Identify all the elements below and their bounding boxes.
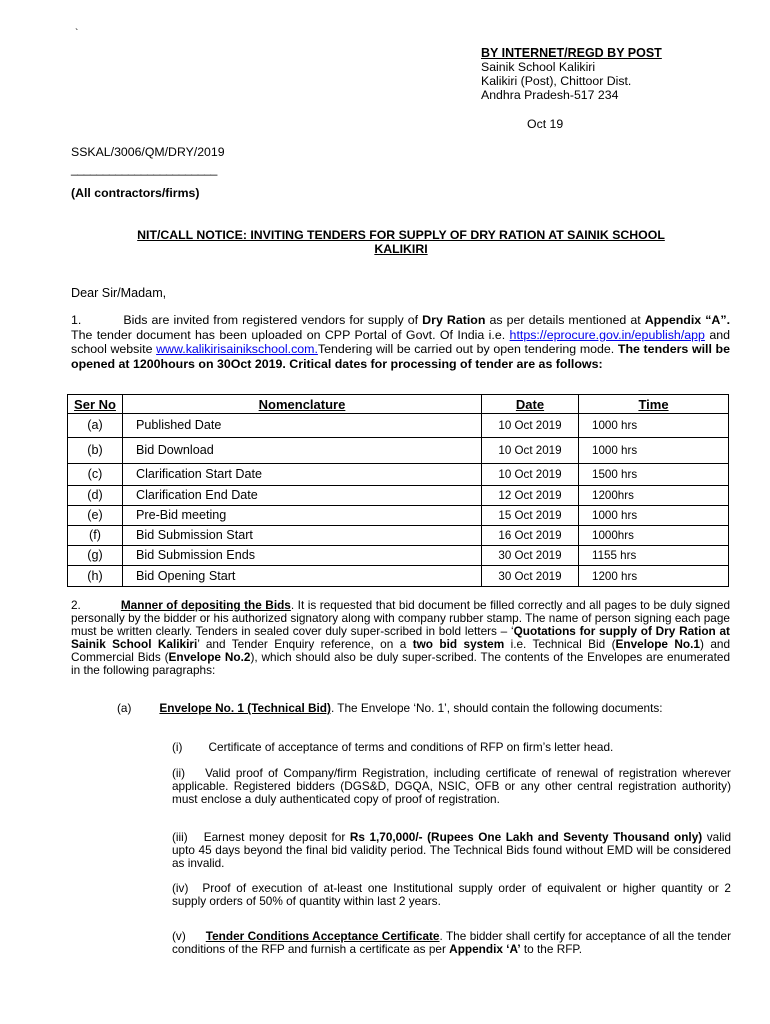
table-row bbox=[68, 546, 729, 566]
header-ser-no: Ser No bbox=[68, 395, 123, 414]
para1-number: 1. bbox=[71, 313, 82, 327]
item-iv bbox=[172, 882, 731, 908]
time: 1000 hrs bbox=[579, 438, 729, 464]
stray-mark: ` bbox=[75, 28, 79, 39]
para2-heading: Manner of depositing the Bids bbox=[120, 598, 291, 612]
item-i-label: (i) bbox=[172, 740, 183, 754]
item-iii-text-2: valid upto 45 days beyond the final bid validity period. The Technical Bids found without EMD will be considered as invalid. bbox=[172, 830, 731, 870]
date: 30 Oct 2019 bbox=[482, 566, 579, 587]
eprocure-link[interactable]: https://eprocure.gov.in/epublish/app bbox=[509, 327, 705, 342]
addressee: (All contractors/firms) bbox=[71, 186, 200, 200]
ser-no: (f) bbox=[68, 526, 123, 546]
ser-no: (a) bbox=[68, 414, 123, 438]
nomenclature: Clarification End Date bbox=[123, 486, 482, 506]
para1-text-2: as per details mentioned at bbox=[485, 313, 645, 327]
item-iii-label: (iii) bbox=[172, 830, 188, 844]
time: 1000hrs bbox=[579, 526, 729, 546]
header-time: Time bbox=[579, 395, 729, 414]
date: 12 Oct 2019 bbox=[482, 486, 579, 506]
para2-quotation-title: Quotations for supply of Dry Ration at Sainik School Kalikiri bbox=[71, 624, 730, 651]
address-line-1: Sainik School Kalikiri bbox=[481, 60, 596, 74]
nomenclature: Bid Submission Ends bbox=[123, 546, 482, 566]
table-row bbox=[68, 566, 729, 587]
item-iii-emd-amount: Rs 1,70,000/- (Rupees One Lakh and Seventy Thousand only) bbox=[349, 830, 703, 844]
para1-dry-ration: Dry Ration bbox=[422, 313, 486, 327]
subject-line-2: KALIKIRI bbox=[374, 242, 428, 256]
dispatch-mode: BY INTERNET/REGD BY POST bbox=[481, 46, 662, 60]
para1-text-1: Bids are invited from registered vendors for supply of bbox=[123, 313, 423, 327]
subject-line-1: NIT/CALL NOTICE: INVITING TENDERS FOR SUPPLY OF DRY RATION AT SAINIK SCHOOL bbox=[137, 228, 665, 242]
para2-text-1: . It is requested that bid document be filled correctly and all pages to be duly signed personally by the bidder or his authorized signatory along with company rubber stamp. The name of person signing each page must be written clearly. Tenders in sealed cover duly super-scribed in bold letters – ‘ bbox=[71, 598, 731, 638]
item-iii-text-1: Earnest money deposit for bbox=[203, 830, 350, 844]
para2-envelope-1: Envelope No.1 bbox=[615, 637, 700, 651]
item-v bbox=[172, 930, 731, 956]
nomenclature: Bid Opening Start bbox=[123, 566, 482, 587]
ser-no: (e) bbox=[68, 506, 123, 526]
item-v-text-2: to the RFP. bbox=[520, 942, 583, 956]
school-website-link[interactable]: www.kalikirisainikschool.com. bbox=[156, 342, 318, 357]
letter-date: Oct 19 bbox=[527, 117, 564, 131]
item-ii-label: (ii) bbox=[172, 766, 186, 780]
para2-text-4: ) and Commercial Bids ( bbox=[71, 637, 731, 664]
para1-appendix: Appendix “A”. bbox=[644, 313, 731, 327]
time: 1000 hrs bbox=[579, 506, 729, 526]
para1-text-3: The tender document has been uploaded on CPP Portal of Govt. Of India i.e. bbox=[71, 327, 510, 342]
date: 15 Oct 2019 bbox=[482, 506, 579, 526]
ser-no: (c) bbox=[68, 464, 123, 486]
item-v-label: (v) bbox=[172, 929, 186, 943]
time: 1000 hrs bbox=[579, 414, 729, 438]
para2a-heading: Envelope No. 1 (Technical Bid) bbox=[159, 701, 331, 715]
header-nomenclature: Nomenclature bbox=[123, 395, 482, 414]
date: 10 Oct 2019 bbox=[482, 414, 579, 438]
ser-no: (g) bbox=[68, 546, 123, 566]
critical-dates-table bbox=[67, 394, 729, 587]
item-iv-label: (iv) bbox=[172, 881, 189, 895]
item-ii-text: Valid proof of Company/firm Registration, including certificate of renewal of registration wherever applicable. Registered bidders (DGS&D, DGQA, NSIC, OFB or any other central registration authority) must enclose a duly authenticated copy of proof of registration. bbox=[172, 766, 731, 806]
table-row bbox=[68, 486, 729, 506]
para2-two-bid-system: two bid system bbox=[412, 637, 505, 651]
paragraph-2a bbox=[117, 702, 730, 715]
item-ii bbox=[172, 767, 731, 806]
nomenclature: Published Date bbox=[123, 414, 482, 438]
date: 16 Oct 2019 bbox=[482, 526, 579, 546]
para2-envelope-2: Envelope No.2 bbox=[168, 650, 251, 664]
para2-text-3: i.e. Technical Bid ( bbox=[504, 637, 616, 651]
reference-rule: _______________________ bbox=[71, 162, 217, 176]
time: 1155 hrs bbox=[579, 546, 729, 566]
item-v-appendix: Appendix ‘A’ bbox=[449, 942, 521, 956]
date: 10 Oct 2019 bbox=[482, 438, 579, 464]
salutation: Dear Sir/Madam, bbox=[71, 286, 167, 300]
file-reference: SSKAL/3006/QM/DRY/2019 bbox=[71, 145, 225, 159]
table-row bbox=[68, 438, 729, 464]
nomenclature: Clarification Start Date bbox=[123, 464, 482, 486]
date: 30 Oct 2019 bbox=[482, 546, 579, 566]
date: 10 Oct 2019 bbox=[482, 464, 579, 486]
paragraph-1 bbox=[71, 313, 730, 371]
nomenclature: Bid Download bbox=[123, 438, 482, 464]
time: 1200 hrs bbox=[579, 566, 729, 587]
time: 1200hrs bbox=[579, 486, 729, 506]
ser-no: (d) bbox=[68, 486, 123, 506]
sender-address-block bbox=[481, 46, 741, 102]
table-row bbox=[68, 506, 729, 526]
item-v-heading: Tender Conditions Acceptance Certificate bbox=[205, 929, 440, 943]
item-i-text: Certificate of acceptance of terms and conditions of RFP on firm’s letter head. bbox=[208, 740, 614, 754]
ser-no: (h) bbox=[68, 566, 123, 587]
item-v-text-1: . The bidder shall certify for acceptance of all the tender conditions of the RFP and furnish a certificate as per bbox=[172, 929, 731, 956]
table-row bbox=[68, 526, 729, 546]
para2-text-5: ), which should also be duly super-scribed. The contents of the Envelopes are enumerated in the following paragraphs: bbox=[71, 650, 731, 677]
table-row bbox=[68, 414, 729, 438]
nomenclature: Bid Submission Start bbox=[123, 526, 482, 546]
header-date: Date bbox=[482, 395, 579, 414]
item-iv-text: Proof of execution of at-least one Institutional supply order of equivalent or higher quantity or 2 supply orders of 50% of quantity within last 2 years. bbox=[172, 881, 731, 908]
item-iii bbox=[172, 831, 731, 870]
table-row bbox=[68, 464, 729, 486]
address-line-3: Andhra Pradesh-517 234 bbox=[481, 88, 619, 102]
table-header-row bbox=[68, 395, 729, 414]
address-line-2: Kalikiri (Post), Chittoor Dist. bbox=[481, 74, 632, 88]
para2a-text: . The Envelope ‘No. 1’, should contain the following documents: bbox=[330, 701, 663, 715]
para1-text-4: and school website bbox=[71, 327, 731, 357]
para2-number: 2. bbox=[71, 598, 81, 612]
para2a-label: (a) bbox=[117, 701, 132, 715]
para1-text-5: Tendering will be carried out by open tendering mode. bbox=[317, 342, 618, 357]
para2-text-2: ’ and Tender Enquiry reference, on a bbox=[197, 637, 413, 651]
nomenclature: Pre-Bid meeting bbox=[123, 506, 482, 526]
item-i bbox=[172, 741, 732, 754]
paragraph-2 bbox=[71, 599, 730, 677]
para1-opening-notice: The tenders will be opened at 1200hours on 30Oct 2019. Critical dates for processing of tender are as follows: bbox=[71, 342, 731, 371]
time: 1500 hrs bbox=[579, 464, 729, 486]
ser-no: (b) bbox=[68, 438, 123, 464]
